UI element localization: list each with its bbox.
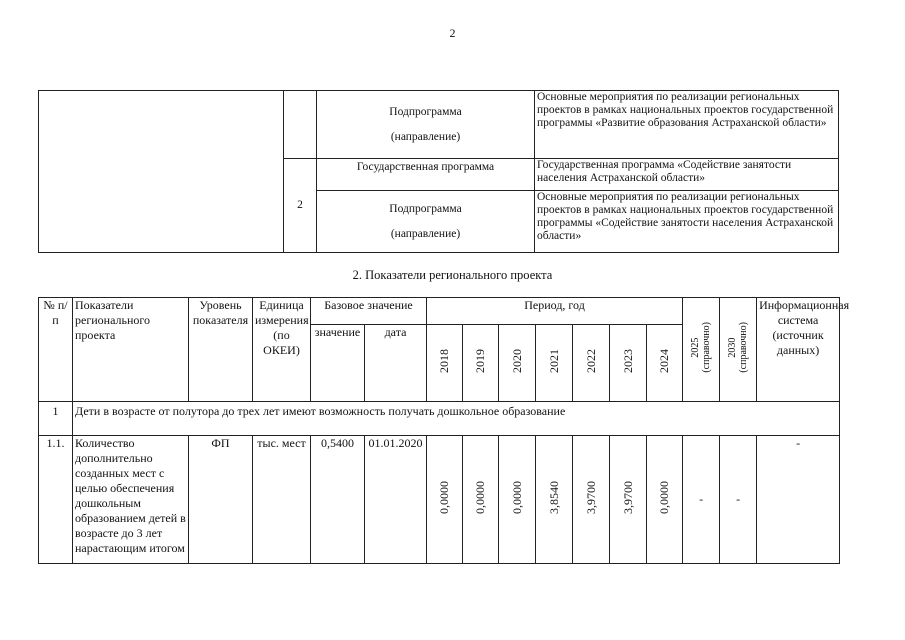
direction-label-line: (направление) [390, 130, 461, 143]
value-label: 0,0000 [657, 481, 672, 514]
year-label: 2019 [473, 349, 488, 373]
value-label: 3,8540 [546, 481, 561, 514]
row-level: ФП [189, 436, 253, 564]
header-base-date: дата [365, 325, 427, 402]
value-label: 3,9700 [583, 481, 598, 514]
state-program-value: Государственная программа «Содействие занятости населения Астраханской области» [535, 159, 839, 191]
subprogram-label-1 [317, 91, 535, 159]
row-base-date: 01.01.2020 [365, 436, 427, 564]
subprogram-value-1: Основные мероприятия по реализации региональных проектов в рамках национальных проектов государственной программы «Развитие образования Астраханской области» [535, 91, 839, 159]
header-base: Базовое значение [311, 298, 427, 325]
year-label: 2023 [620, 349, 635, 373]
header-period: Период, год [427, 298, 683, 325]
header-indicator: Показатели регионального проекта [73, 298, 189, 402]
header-num: № п/п [39, 298, 73, 402]
value-label: 0,0000 [437, 481, 452, 514]
subprogram-label-line: Подпрограмма [389, 105, 462, 118]
year-label: 2021 [546, 349, 561, 373]
header-year [463, 325, 499, 402]
row-value [427, 436, 463, 564]
header-year [647, 325, 683, 402]
header-year [499, 325, 536, 402]
direction-label-line: (направление) [390, 227, 461, 240]
header-unit: Единица измерения (по ОКЕИ) [253, 298, 311, 402]
empty-num-cell [284, 91, 317, 159]
header-level: Уровень показателя [189, 298, 253, 402]
program-table [38, 90, 839, 253]
row-value [499, 436, 536, 564]
row-value [647, 436, 683, 564]
row-unit: тыс. мест [253, 436, 311, 564]
indicators-table [38, 297, 850, 564]
row-value [610, 436, 647, 564]
group-text: Дети в возрасте от полутора до трех лет имеют возможность получать дошкольное образование [73, 402, 840, 436]
empty-cell [39, 91, 284, 253]
subprogram-label-line: Подпрограмма [389, 202, 462, 215]
subprogram-label-2 [317, 191, 535, 253]
header-year-2025 [683, 298, 720, 402]
state-program-label: Государственная программа [317, 159, 535, 191]
row-value-2025 [683, 436, 720, 564]
year-2030: 2030 [727, 337, 739, 358]
page-number: 2 [449, 26, 456, 40]
value-2025: - [699, 492, 704, 506]
header-year [573, 325, 610, 402]
value-label: 0,0000 [509, 481, 524, 514]
value-label: 3,9700 [620, 481, 635, 514]
year-label: 2022 [583, 349, 598, 373]
ref-note: (справочно) [701, 322, 713, 373]
row-num: 1.1. [39, 436, 73, 564]
value-2030: - [736, 492, 741, 506]
group-num: 1 [39, 402, 73, 436]
ref-note: (справочно) [738, 322, 750, 373]
row-value [463, 436, 499, 564]
row-value [573, 436, 610, 564]
row-value-2030 [720, 436, 757, 564]
row-value [536, 436, 573, 564]
header-info: Информационная система (источник данных) [757, 298, 840, 402]
row-number-2: 2 [284, 159, 317, 253]
header-base-value: значение [311, 325, 365, 402]
header-year [536, 325, 573, 402]
subprogram-value-2: Основные мероприятия по реализации региональных проектов в рамках национальных проектов государственной программы «Содействие занятости населения Астраханской области» [535, 191, 839, 253]
year-2025: 2025 [690, 337, 702, 358]
row-indicator: Количество дополнительно созданных мест с целью обеспечения дошкольным образованием детей в возрасте до 3 лет нарастающим итогом [73, 436, 189, 564]
year-label: 2024 [657, 349, 672, 373]
header-year-2030 [720, 298, 757, 402]
header-year [427, 325, 463, 402]
year-label: 2018 [437, 349, 452, 373]
row-info: - [757, 436, 840, 564]
row-base-value: 0,5400 [311, 436, 365, 564]
value-label: 0,0000 [473, 481, 488, 514]
header-year [610, 325, 647, 402]
year-label: 2020 [509, 349, 524, 373]
section-title: 2. Показатели регионального проекта [352, 268, 553, 282]
